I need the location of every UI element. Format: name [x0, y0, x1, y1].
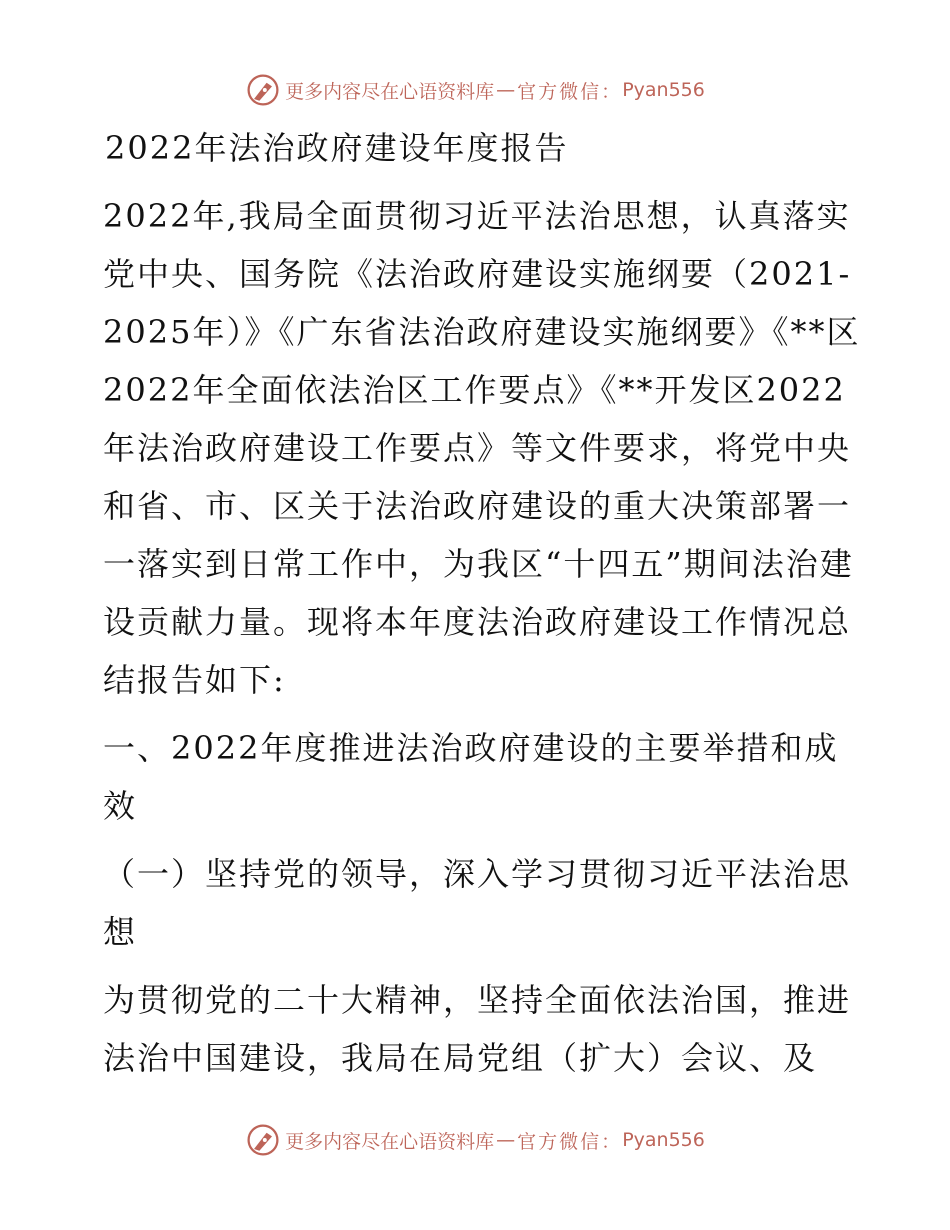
pen-nib-logo-icon [245, 1122, 281, 1158]
watermark-main-text: 更多内容尽在心语资料库 [285, 80, 495, 103]
pen-nib-logo-icon [245, 72, 281, 108]
intro-paragraph: 2022年,我局全面贯彻习近平法治思想，认真落实党中央、国务院《法治政府建设实施纲要（2021-2025年）》《广东省法治政府建设实施纲要》《**区2022年全面依法治区工作要点》《**开发区2022年法治政府建设工作要点》等文件要求，将党中央和省、市、区关于法治政府建设的重大决策部署一一落实到日常工作中，为我区“十四五”期间法治建设贡献力量。现将本年度法治政府建设工作情况总结报告如下: [103, 197, 861, 699]
document-title: 2022年法治政府建设年度报告 [105, 129, 569, 167]
watermark-separator: — [496, 1129, 516, 1151]
watermark-wechat-id: Pyan556 [622, 79, 705, 101]
document-body [97, 119, 867, 1087]
body-paragraph-1: 为贯彻党的二十大精神，坚持全面依法治国，推进法治中国建设，我局在局党组（扩大）会议、及 [103, 981, 852, 1077]
watermark-label: 官方微信： [517, 1130, 623, 1153]
watermark-footer [0, 1120, 950, 1160]
watermark-header [0, 70, 950, 110]
watermark-main-text: 更多内容尽在心语资料库 [285, 1130, 495, 1153]
watermark-wechat-id: Pyan556 [622, 1129, 705, 1151]
section-heading-1: 一、2022年度推进法治政府建设的主要举措和成效 [103, 729, 839, 825]
watermark-separator: — [496, 79, 516, 101]
subsection-heading-1: （一）坚持党的领导，深入学习贯彻习近平法治思想 [103, 855, 852, 951]
watermark-label: 官方微信： [517, 80, 623, 103]
